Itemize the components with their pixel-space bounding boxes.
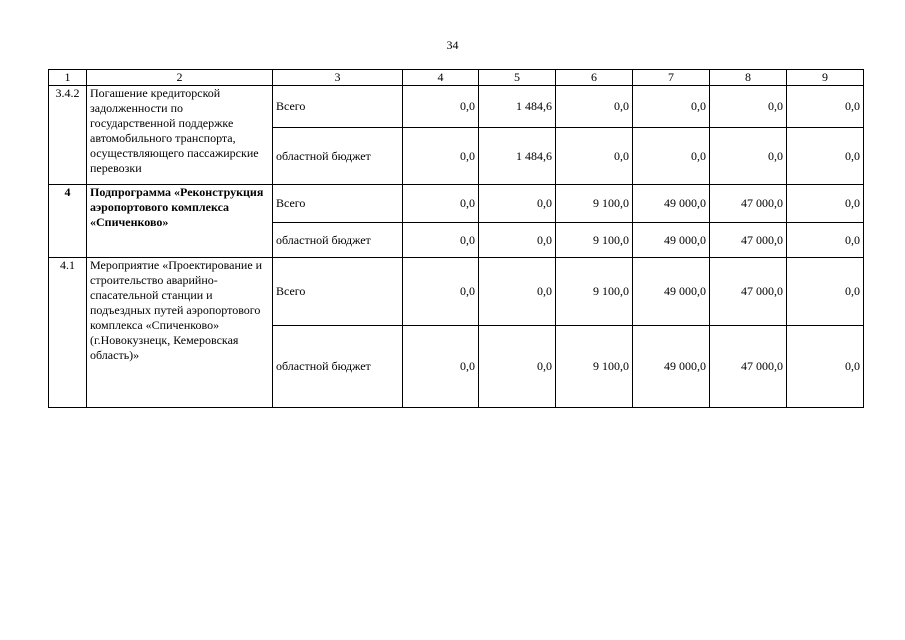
value-cell: 9 100,0 [556, 326, 633, 408]
value-cell: 0,0 [403, 86, 479, 128]
value-cell: 0,0 [556, 128, 633, 185]
column-header: 1 [49, 70, 87, 86]
source-label: областной бюджет [273, 326, 403, 408]
value-cell: 49 000,0 [633, 258, 710, 326]
value-cell: 49 000,0 [633, 223, 710, 258]
value-cell: 0,0 [479, 326, 556, 408]
value-cell: 0,0 [787, 86, 864, 128]
source-label: областной бюджет [273, 128, 403, 185]
value-cell: 0,0 [479, 223, 556, 258]
value-cell: 0,0 [479, 258, 556, 326]
source-label: Всего [273, 258, 403, 326]
row-name: Мероприятие «Проектирование и строительство аварийно-спасательной станции и подъездных путей аэропортового комплекса «Спиченково» (г.Новокузнецк, Кемеровская область)» [87, 258, 273, 408]
column-header: 7 [633, 70, 710, 86]
table-row [49, 86, 864, 128]
column-header: 4 [403, 70, 479, 86]
value-cell: 49 000,0 [633, 326, 710, 408]
row-code: 3.4.2 [49, 86, 87, 185]
page-number: 34 [446, 38, 459, 52]
value-cell: 0,0 [787, 258, 864, 326]
value-cell: 0,0 [403, 185, 479, 223]
value-cell: 47 000,0 [710, 258, 787, 326]
value-cell: 47 000,0 [710, 326, 787, 408]
source-label: Всего [273, 185, 403, 223]
row-code: 4 [49, 185, 87, 258]
value-cell: 9 100,0 [556, 258, 633, 326]
value-cell: 0,0 [556, 86, 633, 128]
source-label: областной бюджет [273, 223, 403, 258]
value-cell: 9 100,0 [556, 185, 633, 223]
value-cell: 0,0 [633, 86, 710, 128]
column-header: 9 [787, 70, 864, 86]
column-number-row [49, 70, 864, 86]
table-row [49, 185, 864, 223]
value-cell: 9 100,0 [556, 223, 633, 258]
value-cell: 0,0 [403, 223, 479, 258]
value-cell: 0,0 [710, 128, 787, 185]
value-cell: 0,0 [787, 185, 864, 223]
table-row [49, 258, 864, 326]
budget-table [48, 69, 864, 408]
row-name: Подпрограмма «Реконструкция аэропортового комплекса «Спиченково» [87, 185, 273, 258]
value-cell: 47 000,0 [710, 185, 787, 223]
value-cell: 0,0 [403, 128, 479, 185]
value-cell: 0,0 [403, 326, 479, 408]
column-header: 6 [556, 70, 633, 86]
column-header: 2 [87, 70, 273, 86]
column-header: 8 [710, 70, 787, 86]
value-cell: 0,0 [787, 326, 864, 408]
value-cell: 0,0 [787, 223, 864, 258]
value-cell: 0,0 [787, 128, 864, 185]
value-cell: 0,0 [479, 185, 556, 223]
column-header: 3 [273, 70, 403, 86]
value-cell: 47 000,0 [710, 223, 787, 258]
row-code: 4.1 [49, 258, 87, 408]
column-header: 5 [479, 70, 556, 86]
value-cell: 0,0 [633, 128, 710, 185]
source-label: Всего [273, 86, 403, 128]
value-cell: 0,0 [710, 86, 787, 128]
value-cell: 49 000,0 [633, 185, 710, 223]
value-cell: 1 484,6 [479, 86, 556, 128]
value-cell: 1 484,6 [479, 128, 556, 185]
value-cell: 0,0 [403, 258, 479, 326]
row-name: Погашение кредиторской задолженности по государственной поддержке автомобильного транспорта, осуществляющего пассажирские перевозки [87, 86, 273, 185]
